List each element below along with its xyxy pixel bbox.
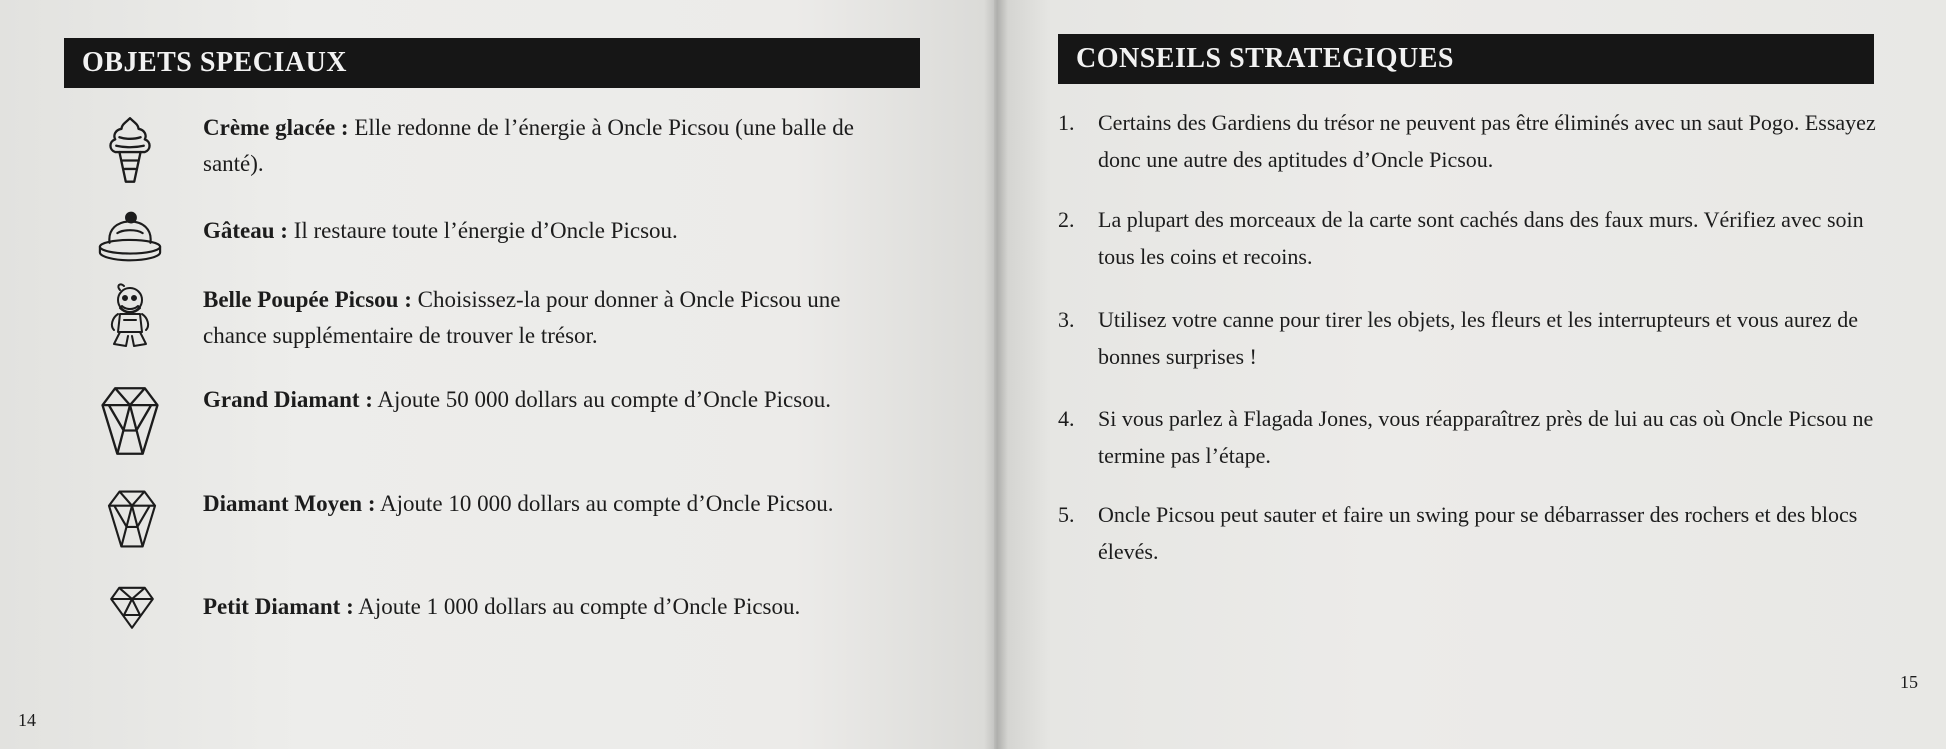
large-diamond-icon: [96, 384, 164, 458]
small-diamond-icon: [108, 582, 156, 632]
ice-cream-icon: [96, 114, 164, 188]
item-doll-text: Belle Poupée Picsou : Choisissez-la pour donner à Oncle Picsou une chance supplémentaire de trouver le trésor.: [203, 287, 841, 348]
tip-number: 1.: [1058, 110, 1075, 135]
page-number-right: 15: [1900, 672, 1918, 692]
item-ice-cream-text: Crème glacée : Elle redonne de l’énergie à Oncle Picsou (une balle de santé).: [203, 115, 854, 176]
page-number-left: 14: [18, 710, 36, 730]
tip-text: Si vous parlez à Flagada Jones, vous réapparaîtrez près de lui au cas où Oncle Picsou ne termine pas l’étape.: [1098, 406, 1874, 468]
cake-icon: [96, 200, 164, 274]
item-cake-text: Gâteau : Il restaure toute l’énergie d’Oncle Picsou.: [203, 218, 678, 243]
tip-text: Certains des Gardiens du trésor ne peuvent pas être éliminés avec un saut Pogo. Essayez donc une autre des aptitudes d’Oncle Picsou.: [1098, 110, 1876, 172]
section-title-strategy-tips: CONSEILS STRATEGIQUES: [1058, 34, 1874, 84]
item-medium-diamond-text: Diamant Moyen : Ajoute 10 000 dollars au compte d’Oncle Picsou.: [203, 491, 834, 516]
item-large-diamond-text: Grand Diamant : Ajoute 50 000 dollars au compte d’Oncle Picsou.: [203, 387, 831, 412]
doll-icon: [96, 280, 164, 354]
tip-number: 2.: [1058, 207, 1075, 232]
medium-diamond-icon: [104, 488, 160, 550]
tip-number: 4.: [1058, 406, 1075, 431]
tip-number: 3.: [1058, 307, 1075, 332]
item-small-diamond-text: Petit Diamant : Ajoute 1 000 dollars au compte d’Oncle Picsou.: [203, 594, 801, 619]
tip-text: Utilisez votre canne pour tirer les objets, les fleurs et les interrupteurs et vous aurez de bonnes surprises !: [1098, 307, 1858, 369]
tip-text: Oncle Picsou peut sauter et faire un swing pour se débarrasser des rochers et des blocs élevés.: [1098, 502, 1858, 564]
tip-number: 5.: [1058, 502, 1075, 527]
section-title-special-items: OBJETS SPECIAUX: [64, 38, 920, 88]
tip-text: La plupart des morceaux de la carte sont cachés dans des faux murs. Vérifiez avec soin tous les coins et recoins.: [1098, 207, 1864, 269]
